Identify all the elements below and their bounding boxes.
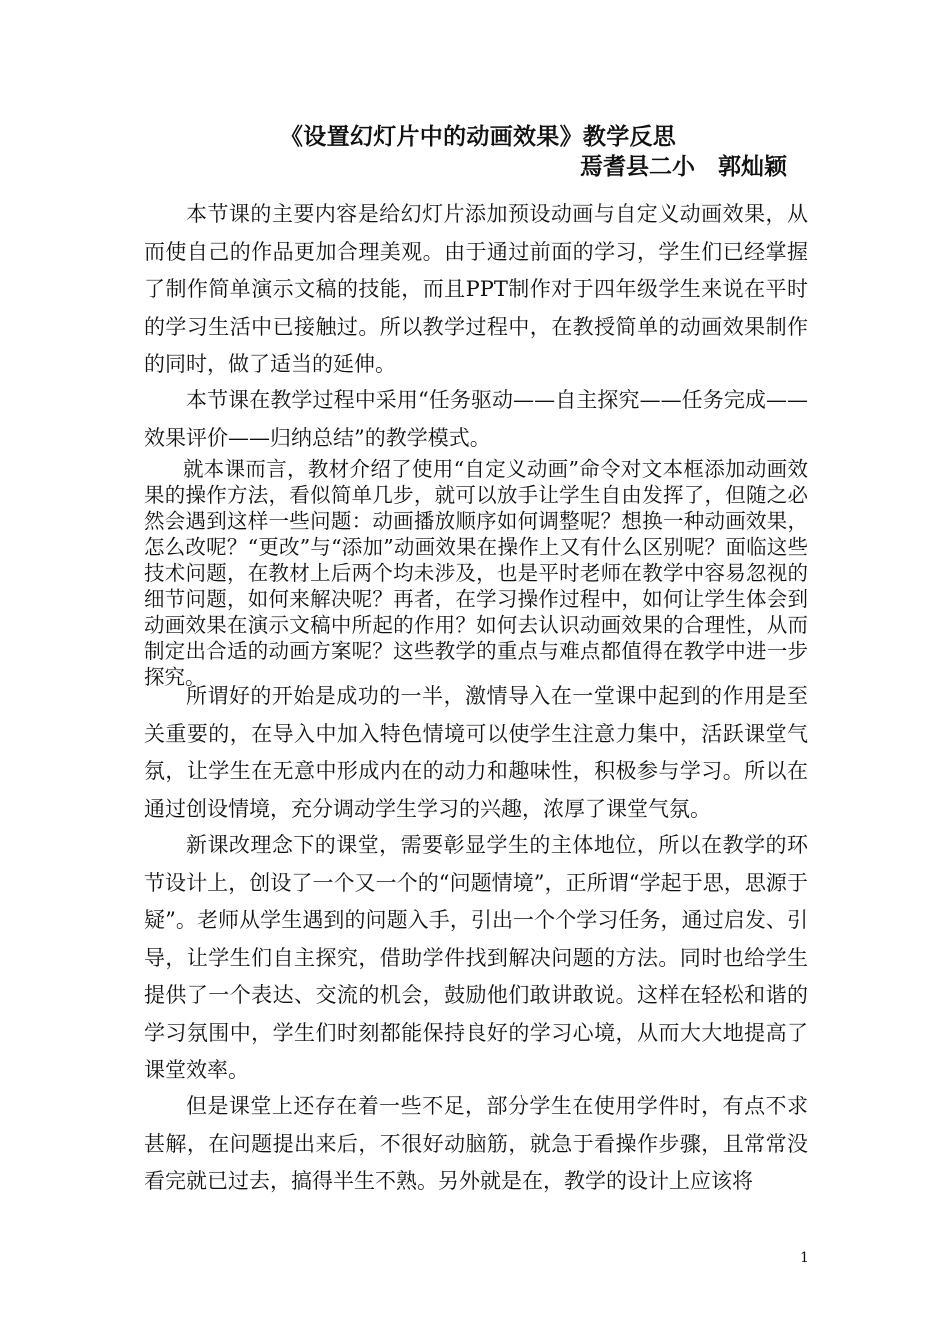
paragraph: 就本课而言，教材介绍了使用“自定义动画”命令对文本框添加动画效果的操作方法，看似简单几步，就可以放手让学生自由发挥了，但随之必然会遇到这样一些问题：动画播放顺序如何调整呢？想换一种动画效果，怎么改呢？“更改”与“添加”动画效果在操作上又有什么区别呢？面临这些技术问题，在教材上后两个均未涉及，也是平时老师在教学中容易忽视的细节问题，如何来解决呢？再者，在学习操作过程中，如何让学生体会到动画效果在演示文稿中所起的作用？如何去认识动画效果的合理性，从而制定出合适的动画方案呢？这些教学的重点与难点都值得在教学中进一步探究。	[144, 457, 808, 689]
paragraph: 新课改理念下的课堂，需要彰显学生的主体地位，所以在教学的环节设计上，创设了一个又一个的“问题情境”，正所谓“学起于思，思源于疑”。老师从学生遇到的问题入手，引出一个个学习任务，通过启发、引导，让学生们自主探究，借助学件找到解决问题的方法。同时也给学生提供了一个表达、交流的机会，鼓励他们敢讲敢说。这样在轻松和谐的学习氛围中，学生们时刻都能保持良好的学习心境，从而大大地提高了课堂效率。	[144, 833, 808, 1082]
paragraph: 本节课的主要内容是给幻灯片添加预设动画与自定义动画效果，从而使自己的作品更加合理美观。由于通过前面的学习，学生们已经掌握了制作简单演示文稿的技能，而且PPT制作对于四年级学生来说在平时的学习生活中已接触过。所以教学过程中，在教授简单的动画效果制作的同时，做了适当的延伸。	[144, 202, 808, 376]
page-number: 1	[800, 1250, 809, 1266]
paragraph: 但是课堂上还存在着一些不足，部分学生在使用学件时，有点不求甚解，在问题提出来后，不很好动脑筋，就急于看操作步骤，且常常没看完就已过去，搞得半生不熟。另外就是在，教学的设计上应该将	[144, 1094, 808, 1193]
document-title: 《设置幻灯片中的动画效果》教学反思	[280, 123, 677, 150]
paragraph: 本节课在教学过程中采用“任务驱动——自主探究——任务完成——效果评价——归纳总结”的教学模式。	[144, 388, 808, 450]
author-line: 焉耆县二小 郭灿颖	[580, 153, 787, 180]
paragraph: 所谓好的开始是成功的一半，激情导入在一堂课中起到的作用是至关重要的，在导入中加入特色情境可以使学生注意力集中，活跃课堂气氛，让学生在无意中形成内在的动力和趣味性，积极参与学习。所以在通过创设情境，充分调动学生学习的兴趣，浓厚了课堂气氛。	[144, 684, 808, 821]
